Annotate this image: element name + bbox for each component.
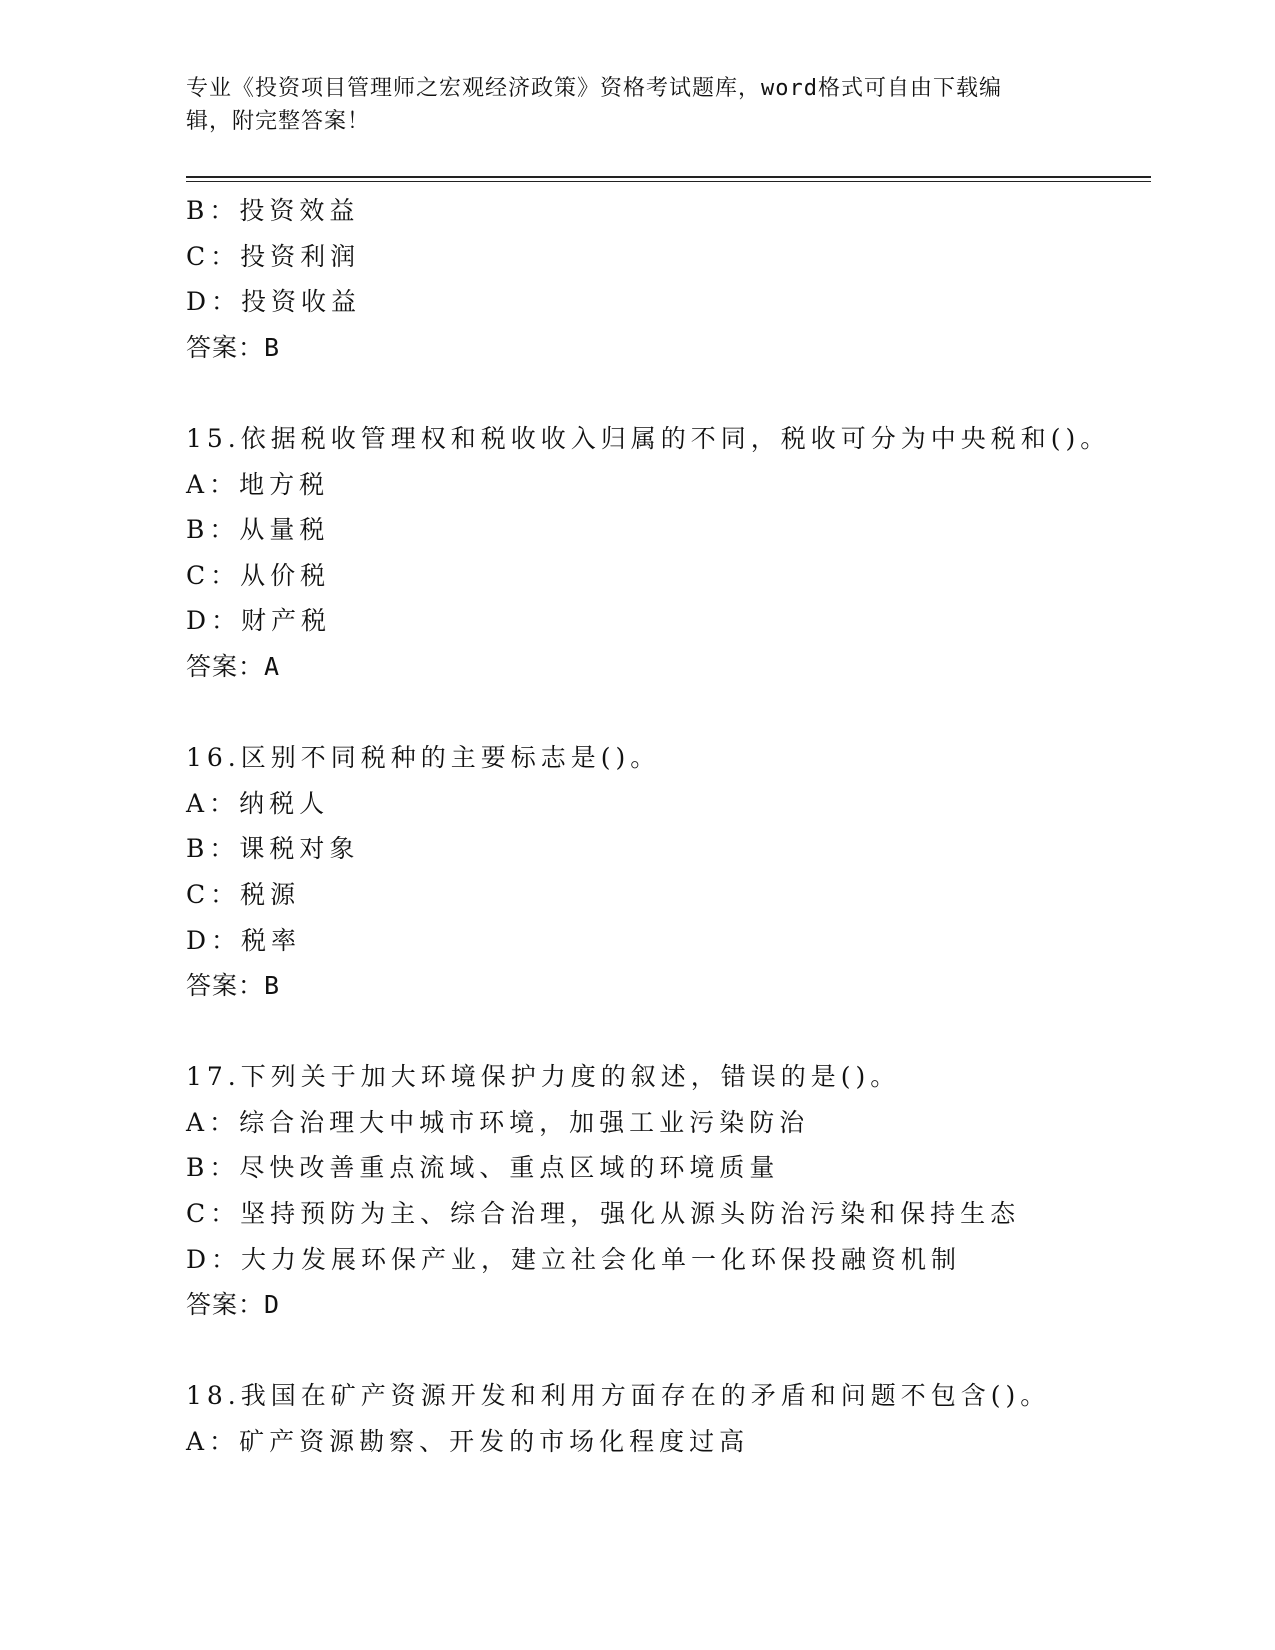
option-text: 从量税 xyxy=(239,515,330,545)
option-text: 税率 xyxy=(241,925,302,955)
option-text: 投资效益 xyxy=(239,196,360,225)
spacer xyxy=(186,1009,1151,1055)
question-text: 16.区别不同税种的主要标志是()。 xyxy=(186,743,661,773)
answer-line xyxy=(186,325,1151,371)
answer-line xyxy=(186,644,1151,690)
option-text: 尽快改善重点流域、重点区域的环境质量 xyxy=(239,1153,780,1183)
option-label: B： xyxy=(186,1153,240,1183)
option-label: D： xyxy=(186,606,242,636)
option-line xyxy=(186,234,1151,280)
option-line xyxy=(186,462,1151,508)
spacer xyxy=(186,1328,1151,1374)
answer-label: 答案： xyxy=(186,332,265,362)
option-line xyxy=(186,781,1151,827)
option-text: 财产税 xyxy=(241,606,332,636)
option-line xyxy=(186,1419,1151,1465)
header-line-2: 辑，附完整答案！ xyxy=(186,109,371,134)
answer-line xyxy=(186,1282,1151,1328)
question-content xyxy=(186,188,1151,1465)
option-text: 大力发展环保产业，建立社会化单一化环保投融资机制 xyxy=(241,1244,962,1274)
answer-label: 答案： xyxy=(186,971,265,1001)
option-label: C： xyxy=(186,241,241,271)
option-label: A： xyxy=(186,1107,240,1137)
option-label: A： xyxy=(186,469,240,499)
answer-value: B xyxy=(264,332,281,362)
option-label: A： xyxy=(186,788,240,818)
question-text: 18.我国在矿产资源开发和利用方面存在的矛盾和问题不包含()。 xyxy=(186,1381,1051,1411)
option-text: 纳税人 xyxy=(239,788,330,818)
option-label: C： xyxy=(186,560,241,590)
option-text: 从价税 xyxy=(240,560,331,590)
option-label: C： xyxy=(186,879,241,909)
option-text: 矿产资源勘察、开发的市场化程度过高 xyxy=(239,1427,750,1457)
header-rule-thick xyxy=(186,176,1151,178)
option-line xyxy=(186,1237,1151,1283)
header-rule-thin xyxy=(186,181,1151,182)
option-line xyxy=(186,872,1151,918)
option-text: 投资收益 xyxy=(241,287,362,317)
option-line xyxy=(186,826,1151,872)
option-text: 税源 xyxy=(240,879,301,909)
answer-line xyxy=(186,963,1151,1009)
option-text: 地方税 xyxy=(239,469,330,499)
option-line xyxy=(186,1100,1151,1146)
answer-value: B xyxy=(264,971,281,1001)
option-label: B： xyxy=(186,515,240,545)
option-label: A： xyxy=(186,1427,240,1457)
option-label: D： xyxy=(186,925,242,955)
answer-value: D xyxy=(264,1290,281,1320)
option-line xyxy=(186,188,1151,234)
answer-label: 答案： xyxy=(186,1290,265,1320)
option-label: B： xyxy=(186,196,240,225)
answer-value: A xyxy=(264,651,281,681)
option-line xyxy=(186,1191,1151,1237)
question-text: 17.下列关于加大环境保护力度的叙述，错误的是()。 xyxy=(186,1062,901,1092)
option-label: C： xyxy=(186,1199,241,1229)
option-text: 综合治理大中城市环境，加强工业污染防治 xyxy=(239,1107,810,1137)
spacer xyxy=(186,690,1151,736)
option-label: D： xyxy=(186,1244,242,1274)
option-label: D： xyxy=(186,287,242,317)
option-line xyxy=(186,1145,1151,1191)
option-line xyxy=(186,598,1151,644)
option-line xyxy=(186,918,1151,964)
option-label: B： xyxy=(186,834,240,864)
option-line xyxy=(186,279,1151,325)
option-text: 投资利润 xyxy=(240,241,361,271)
option-line xyxy=(186,553,1151,599)
page-header xyxy=(186,72,1066,138)
option-text: 坚持预防为主、综合治理，强化从源头防治污染和保持生态 xyxy=(240,1199,1021,1229)
spacer xyxy=(186,370,1151,416)
header-line-1: 专业《投资项目管理师之宏观经济政策》资格考试题库，word格式可自由下载编 xyxy=(186,76,1002,101)
option-text: 课税对象 xyxy=(239,834,360,864)
question-text: 15.依据税收管理权和税收收入归属的不同，税收可分为中央税和()。 xyxy=(186,423,1111,453)
answer-label: 答案： xyxy=(186,651,265,681)
option-line xyxy=(186,507,1151,553)
